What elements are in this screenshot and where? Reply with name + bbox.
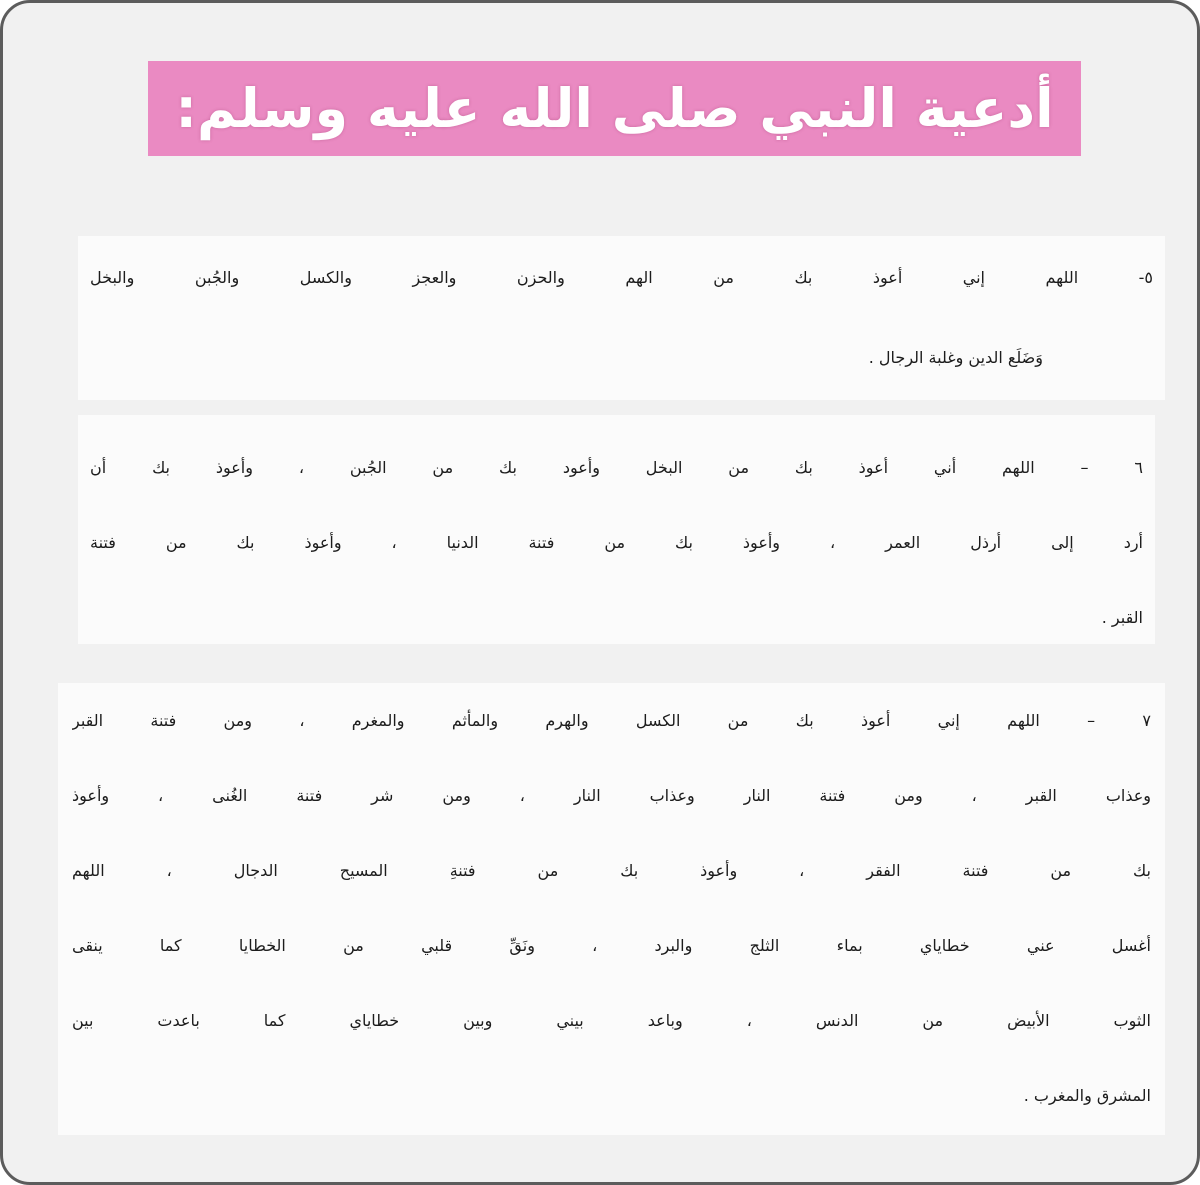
title-banner bbox=[148, 61, 1081, 156]
dua-7-line-5: الثوب الأبيض من الدنس ، وباعد بيني وبين خطاياي كما باعدت بين bbox=[72, 1011, 1151, 1030]
dua-6-line-3: القبر . bbox=[1101, 608, 1143, 627]
dua-block-5 bbox=[78, 236, 1165, 400]
dua-7-line-6: المشرق والمغرب . bbox=[1023, 1086, 1151, 1105]
dua-5-line-2: وَضَلَع الدين وغلبة الرجال . bbox=[868, 348, 1043, 367]
page-title: أدعية النبي صلى الله عليه وسلم: bbox=[175, 77, 1054, 140]
dua-7-line-4: أغسل عني خطاياي بماء الثلج والبرد ، ونَقِّ قلبي من الخطايا كما ينقى bbox=[72, 936, 1151, 955]
dua-7-line-1: ٧ – اللهم إني أعوذ بك من الكسل والهرم والمأثم والمغرم ، ومن فتنة القبر bbox=[72, 711, 1151, 730]
dua-block-7 bbox=[58, 683, 1165, 1135]
dua-6-line-2: أرد إلى أرذل العمر ، وأعوذ بك من فتنة الدنيا ، وأعوذ بك من فتنة bbox=[90, 533, 1143, 552]
dua-5-line-1: ٥- اللهم إني أعوذ بك من الهم والحزن والعجز والكسل والجُبن والبخل bbox=[90, 268, 1153, 287]
dua-7-line-3: بك من فتنة الفقر ، وأعوذ بك من فتنةِ المسيح الدجال ، اللهم bbox=[72, 861, 1151, 880]
dua-6-line-1: ٦ – اللهم أني أعوذ بك من البخل وأعود بك من الجُبن ، وأعوذ بك أن bbox=[90, 458, 1143, 477]
dua-7-line-2: وعذاب القبر ، ومن فتنة النار وعذاب النار ، ومن شر فتنة الغُنى ، وأعوذ bbox=[72, 786, 1151, 805]
dua-block-6 bbox=[78, 415, 1155, 644]
